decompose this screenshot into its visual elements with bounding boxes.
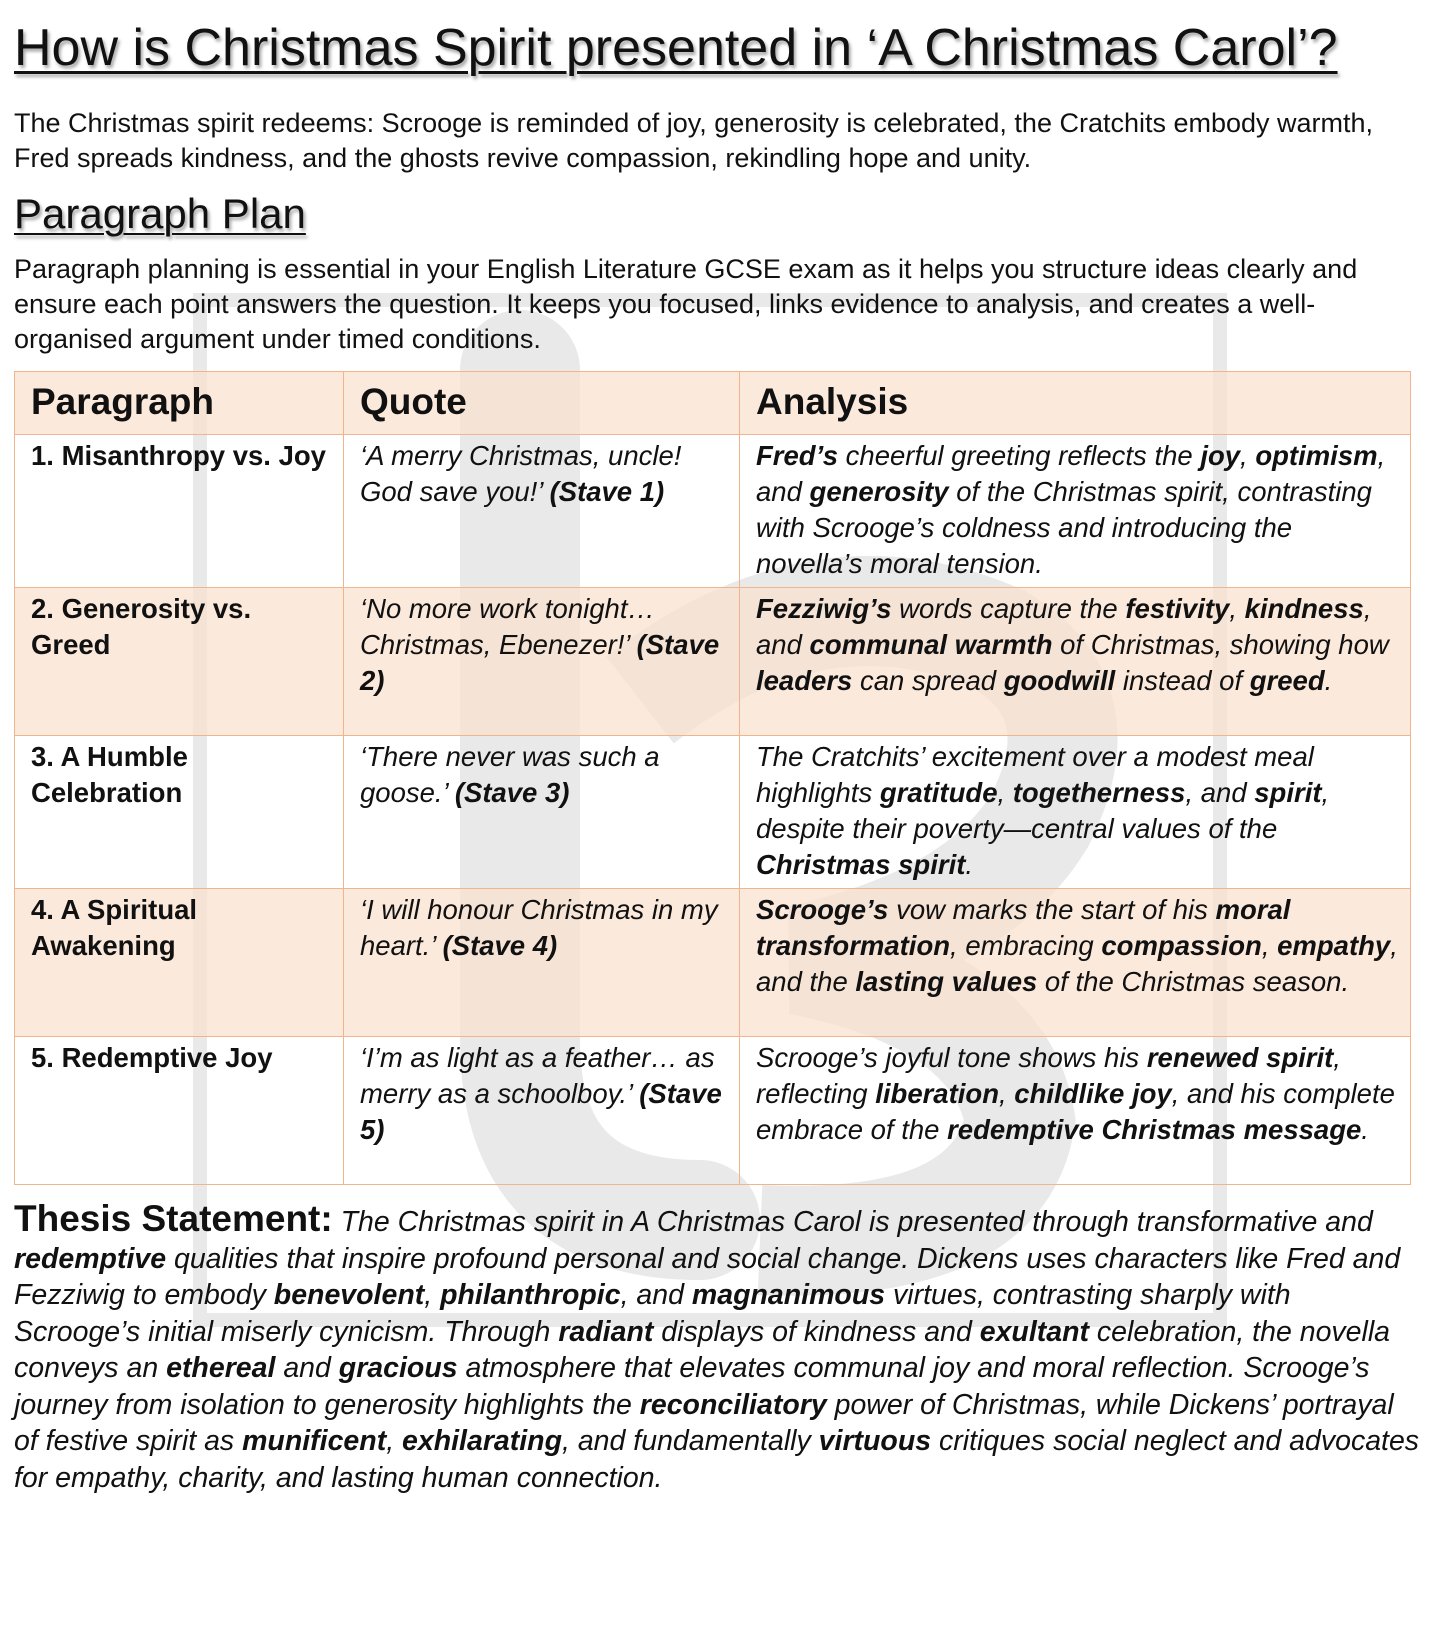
bold-term: (Stave 1) xyxy=(549,476,665,507)
text-run: displays of kindness and xyxy=(653,1315,980,1348)
text-run: , and his complete embrace of the xyxy=(756,1078,1395,1145)
bold-term: Scrooge’s xyxy=(756,894,889,925)
bold-term: munificent xyxy=(242,1425,387,1457)
paragraph-cell: 3. A Humble Celebration xyxy=(15,736,344,889)
table-row xyxy=(15,736,1411,889)
analysis-cell xyxy=(740,588,1411,736)
header-quote: Quote xyxy=(344,372,740,435)
bold-term: benevolent xyxy=(273,1279,425,1311)
bold-term: (Stave 4) xyxy=(442,930,558,961)
paragraph-plan-heading: Paragraph Plan xyxy=(14,190,306,237)
text-run: , xyxy=(997,777,1013,808)
text-run: , xyxy=(999,1078,1015,1109)
bold-term: exhilarating xyxy=(402,1425,562,1457)
quote-cell xyxy=(344,736,740,889)
bold-term: communal warmth xyxy=(809,629,1053,660)
text-run: virtues, contrasting sharply with Scrooge’s initial miserly cynicism. Through xyxy=(14,1279,1291,1348)
paragraph-cell: 4. A Spiritual Awakening xyxy=(15,889,344,1037)
bold-term: moral transformation xyxy=(756,894,1291,961)
quote-cell xyxy=(344,435,740,588)
text-run: of the Christmas season. xyxy=(1037,966,1350,997)
text-run: , and fundamentally xyxy=(562,1425,819,1457)
bold-term: gracious xyxy=(338,1352,458,1384)
text-run: , and xyxy=(756,593,1372,660)
text-run: of the Christmas spirit, contrasting with Scrooge’s coldness and introducing the novella’s moral tension. xyxy=(756,476,1372,579)
bold-term: (Stave 2) xyxy=(360,629,720,696)
bold-term: spirit xyxy=(1254,777,1322,808)
text-run: , xyxy=(424,1279,441,1311)
paragraph-cell: 5. Redemptive Joy xyxy=(15,1037,344,1185)
text-run: , despite their poverty—central values of the xyxy=(756,777,1330,844)
analysis-cell xyxy=(740,435,1411,588)
bold-term: greed xyxy=(1249,665,1325,696)
text-run: of Christmas, showing how xyxy=(1052,629,1389,660)
header-paragraph: Paragraph xyxy=(15,372,344,435)
bold-term: radiant xyxy=(558,1315,654,1348)
bold-term: philanthropic xyxy=(440,1279,621,1311)
analysis-cell xyxy=(740,736,1411,889)
table-header-row xyxy=(15,372,1411,435)
bold-term: togetherness xyxy=(1012,777,1186,808)
bold-term: Christmas spirit xyxy=(756,849,966,880)
text-run: The Cratchits’ excitement over a modest meal highlights xyxy=(756,741,1314,808)
text-run: , and xyxy=(620,1279,692,1311)
header-analysis: Analysis xyxy=(740,372,1411,435)
bold-term: Fezziwig’s xyxy=(756,593,892,624)
bold-term: empathy xyxy=(1277,930,1391,961)
text-run: , xyxy=(386,1425,403,1457)
text-run: , reflecting xyxy=(756,1042,1341,1109)
bold-term: gratitude xyxy=(879,777,998,808)
bold-term: exultant xyxy=(979,1315,1089,1348)
bold-term: kindness xyxy=(1244,593,1364,624)
text-run: can spread xyxy=(852,665,1004,696)
bold-term: redemptive xyxy=(14,1242,167,1275)
text-run: cheerful greeting reflects the xyxy=(838,440,1201,471)
analysis-cell xyxy=(740,889,1411,1037)
bold-term: ethereal xyxy=(166,1352,276,1384)
bold-term: lasting values xyxy=(855,966,1038,997)
paragraph-cell: 2. Generosity vs. Greed xyxy=(15,588,344,736)
page-title: How is Christmas Spirit presented in ‘A Christmas Carol’? xyxy=(14,19,1338,77)
thesis-text xyxy=(14,1206,1419,1494)
bold-term: liberation xyxy=(875,1078,999,1109)
table-row xyxy=(15,889,1411,1037)
text-run: , and xyxy=(756,440,1386,507)
text-run: celebration, the novella conveys an xyxy=(14,1315,1391,1384)
bold-term: joy xyxy=(1200,440,1241,471)
text-run: ‘There never was such a goose.’ xyxy=(360,741,660,808)
bold-term: magnanimous xyxy=(691,1279,886,1311)
text-run: power of Christmas, while Dickens’ portrayal of festive spirit as xyxy=(14,1388,1394,1457)
plan-description: Paragraph planning is essential in your English Literature GCSE exam as it helps you structure ideas clearly and ensure each point answers the question. It keeps you focused, links evidence to analysis, and creates a well-organised argument under timed conditions. xyxy=(14,254,1358,354)
bold-term: optimism xyxy=(1255,440,1378,471)
text-run: Scrooge’s joyful tone shows his xyxy=(756,1042,1147,1073)
text-run: and xyxy=(275,1352,339,1384)
text-run: vow marks the start of his xyxy=(888,894,1216,925)
text-run: . xyxy=(1324,665,1333,696)
thesis-label: Thesis Statement: xyxy=(14,1198,333,1239)
thesis-statement xyxy=(14,1198,1424,1496)
text-run: ‘I will honour Christmas in my heart.’ xyxy=(360,894,718,961)
bold-term: reconciliatory xyxy=(639,1388,827,1421)
text-run: . xyxy=(965,849,974,880)
text-run: words capture the xyxy=(891,593,1126,624)
quote-cell xyxy=(344,889,740,1037)
bold-term: compassion xyxy=(1101,930,1262,961)
text-run: The Christmas spirit in A Christmas Carol is presented through transformative and xyxy=(332,1206,1373,1238)
text-run: ‘I’m as light as a feather… as merry as a schoolboy.’ xyxy=(360,1042,715,1109)
bold-term: (Stave 3) xyxy=(454,777,570,808)
table-row xyxy=(15,588,1411,736)
paragraph-cell: 1. Misanthropy vs. Joy xyxy=(15,435,344,588)
intro-paragraph: The Christmas spirit redeems: Scrooge is reminded of joy, generosity is celebrated, the Cratchits embody warmth, Fred spreads kindness, and the ghosts revive compassion, rekindling hope and unity. xyxy=(14,108,1374,173)
text-run: qualities that inspire profound personal and social change. Dickens uses characters like Fred and Fezziwig to embody xyxy=(14,1242,1401,1311)
text-run: ‘No more work tonight… Christmas, Ebenezer!’ xyxy=(360,593,655,660)
quote-cell xyxy=(344,1037,740,1185)
text-run: , and the xyxy=(756,930,1398,997)
text-run: , xyxy=(1240,440,1256,471)
table-row xyxy=(15,435,1411,588)
bold-term: Fred’s xyxy=(756,440,839,471)
analysis-cell xyxy=(740,1037,1411,1185)
bold-term: renewed spirit xyxy=(1146,1042,1334,1073)
quote-cell xyxy=(344,588,740,736)
text-run: , xyxy=(1229,593,1245,624)
bold-term: (Stave 5) xyxy=(360,1078,722,1145)
text-run: atmosphere that elevates communal joy and moral reflection. Scrooge’s journey from isolation to generosity highlights the xyxy=(14,1352,1370,1421)
bold-term: generosity xyxy=(809,476,949,507)
text-run: , xyxy=(1261,930,1278,961)
table-row xyxy=(15,1037,1411,1185)
text-run: . xyxy=(1361,1114,1369,1145)
text-run: critiques social neglect and advocates for empathy, charity, and lasting human connection. xyxy=(14,1425,1420,1494)
text-run: instead of xyxy=(1115,665,1250,696)
text-run: , and xyxy=(1185,777,1255,808)
bold-term: virtuous xyxy=(818,1425,932,1457)
bold-term: goodwill xyxy=(1003,665,1116,696)
bold-term: childlike joy xyxy=(1014,1078,1172,1109)
bold-term: redemptive Christmas message xyxy=(947,1114,1362,1145)
bold-term: festivity xyxy=(1125,593,1230,624)
text-run: ‘A merry Christmas, uncle! God save you!’ xyxy=(360,440,682,507)
text-run: , embracing xyxy=(950,930,1102,961)
bold-term: leaders xyxy=(756,665,853,696)
paragraph-plan-table xyxy=(14,371,1411,1185)
